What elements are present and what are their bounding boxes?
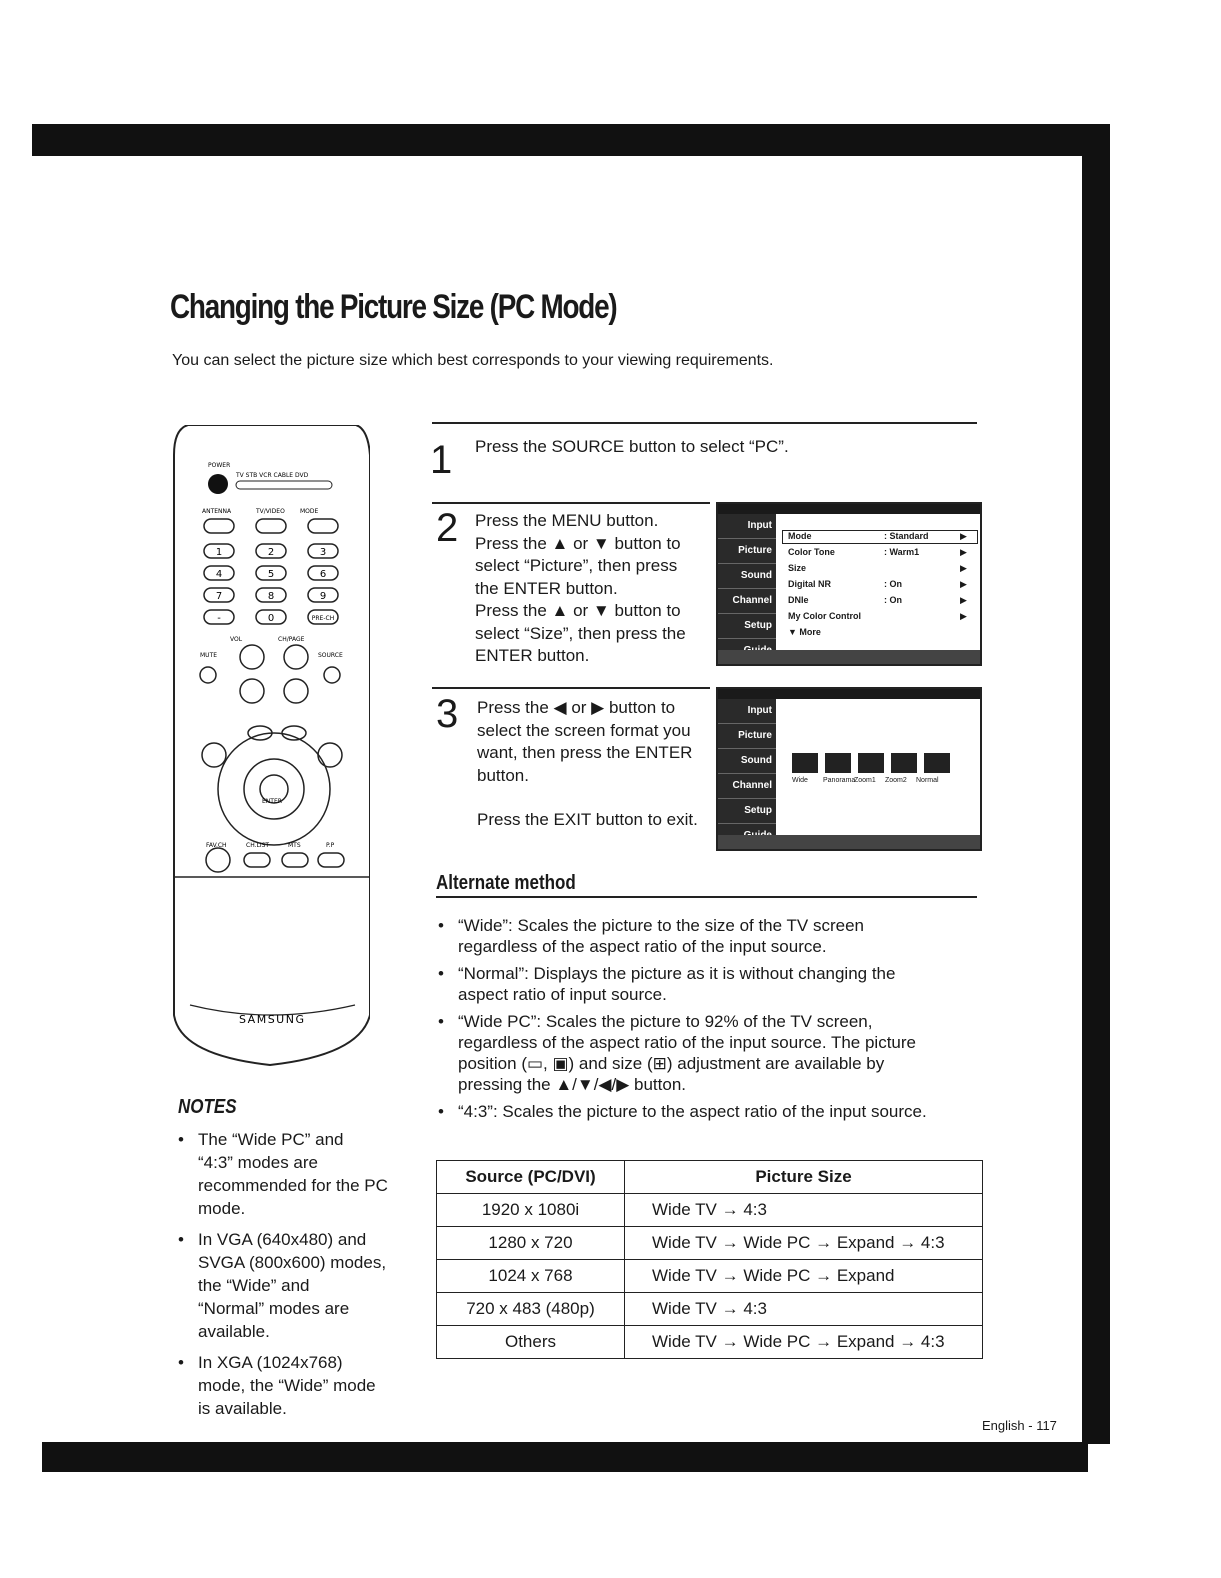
step-number: 3 [436, 692, 459, 736]
keypad-key-label: 9 [319, 591, 327, 602]
osd-row: Digital NR : On ▶ [788, 579, 967, 589]
normal-size-icon [924, 753, 950, 773]
svg-text:SOURCE: SOURCE [318, 652, 343, 659]
list-item: • “4:3”: Scales the picture to the aspect ratio of the input source. [436, 1101, 996, 1122]
svg-text:ENTER: ENTER [262, 798, 282, 805]
svg-text:TV STB VCR CABLE DVD: TV STB VCR CABLE DVD [236, 472, 309, 479]
svg-text:ANTENNA: ANTENNA [202, 508, 232, 515]
step-3-text: Press the ◀ or ▶ button to select the screen format you want, then press the ENTER button. Press the EXIT button to exit. [477, 698, 698, 829]
keypad-key-label: 2 [267, 547, 275, 558]
notes-heading: NOTES [178, 1096, 237, 1118]
list-item: • “Normal”: Displays the picture as it is without changing the aspect ratio of input source. [436, 963, 996, 1005]
list-item: • In VGA (640x480) and SVGA (800x600) modes, the “Wide” and “Normal” modes are available. [176, 1228, 416, 1343]
svg-text:FAV.CH: FAV.CH [206, 842, 227, 849]
step-number: 2 [436, 506, 459, 550]
page-title: Changing the Picture Size (PC Mode) [170, 288, 617, 326]
osd-tab-sound: Sound [718, 564, 776, 589]
svg-text:MUTE: MUTE [200, 652, 218, 659]
table-row: 720 x 483 (480p) Wide TV → 4:3 [437, 1293, 983, 1326]
power-button[interactable] [208, 474, 228, 494]
alternate-method-list [436, 915, 996, 1128]
step-rule [432, 502, 710, 504]
wide-size-icon [792, 753, 818, 773]
keypad-key-label: 8 [267, 591, 275, 602]
osd-tab-setup: Setup [718, 614, 776, 639]
step-1-text: Press the SOURCE button to select “PC”. [475, 437, 789, 456]
svg-text:VOL: VOL [230, 636, 243, 643]
osd-row: Mode : Standard ▶ [788, 531, 967, 541]
osd-tab-channel: Channel [718, 589, 776, 614]
osd-row: Color Tone : Warm1 ▶ [788, 547, 967, 557]
list-item: • “Wide PC”: Scales the picture to 92% of the TV screen, regardless of the aspect ratio of the input source. The picture position (▭, ▣) and size (⊞) adjustment are available by pressing the ▲/▼/◀/▶ button. [436, 1011, 996, 1095]
section-rule [436, 896, 977, 898]
table-row: 1920 x 1080i Wide TV → 4:3 [437, 1194, 983, 1227]
osd-tab-setup: Setup [718, 799, 776, 824]
remote-control-illustration [170, 425, 370, 1075]
list-item: • In XGA (1024x768) mode, the “Wide” mode is available. [176, 1351, 416, 1420]
svg-text:CH.LIST: CH.LIST [246, 842, 270, 849]
osd-row: Size ▶ [788, 563, 967, 573]
svg-text:P.P: P.P [326, 842, 335, 849]
power-label: POWER [208, 462, 231, 469]
page-subtitle: You can select the picture size which best corresponds to your viewing requirements. [172, 352, 774, 369]
keypad-key-label: 4 [215, 569, 223, 580]
zoom2-size-icon [891, 753, 917, 773]
top-border-bar [32, 124, 1110, 156]
list-item: • The “Wide PC” and “4:3” modes are recommended for the PC mode. [176, 1128, 416, 1220]
keypad-key-label: 5 [267, 569, 275, 580]
prech-key-label: PRE-CH [311, 615, 335, 622]
svg-text:MODE: MODE [300, 508, 319, 515]
notes-list [176, 1128, 416, 1428]
osd-tab-input: Input [718, 514, 776, 539]
keypad-key-label: 6 [319, 569, 327, 580]
remote-brand: SAMSUNG [239, 1013, 306, 1026]
table-row: 1280 x 720 Wide TV → Wide PC → Expand → 4:3 [437, 1227, 983, 1260]
keypad-key-label: 1 [215, 547, 223, 558]
osd-tab-picture: Picture [718, 724, 776, 749]
osd-row: My Color Control ▶ [788, 611, 967, 621]
svg-text:TV/VIDEO: TV/VIDEO [256, 508, 285, 515]
osd-tab-input: Input [718, 699, 776, 724]
column-header: Source (PC/DVI) [437, 1161, 625, 1194]
alternate-method-heading: Alternate method [436, 872, 576, 894]
size-option-labels: Wide PanoramaZoom1 Zoom2 Normal [792, 777, 939, 784]
panorama-size-icon [825, 753, 851, 773]
step-rule [432, 422, 977, 424]
keypad-key-label: 0 [267, 613, 275, 624]
right-border-bar [1082, 124, 1110, 1444]
table-header-row [437, 1161, 983, 1194]
osd-tab-picture: Picture [718, 539, 776, 564]
zoom1-size-icon [858, 753, 884, 773]
step-rule [432, 687, 710, 689]
svg-text:CH/PAGE: CH/PAGE [278, 636, 305, 643]
step-2-text: Press the MENU button. Press the ▲ or ▼ button to select “Picture”, then press the ENTER button. Press the ▲ or ▼ button to select “Size”, then press the ENTER button. [475, 511, 686, 665]
size-option-icons [792, 753, 957, 778]
osd-tab-sound: Sound [718, 749, 776, 774]
list-item: • “Wide”: Scales the picture to the size of the TV screen regardless of the aspect ratio of the input source. [436, 915, 996, 957]
osd-row: DNIe : On ▶ [788, 595, 967, 605]
table-row: Others Wide TV → Wide PC → Expand → 4:3 [437, 1326, 983, 1359]
picture-size-table [436, 1160, 983, 1359]
bottom-border-bar [42, 1442, 1088, 1472]
osd-picture-menu [716, 502, 982, 666]
page-number: English - 117 [982, 1418, 1057, 1433]
keypad-key-label: 7 [215, 591, 223, 602]
keypad-key-label: 3 [319, 547, 327, 558]
step-number: 1 [430, 438, 453, 482]
osd-row: ▼ More [788, 627, 821, 637]
osd-tab-channel: Channel [718, 774, 776, 799]
keypad-key-label: - [217, 613, 221, 624]
svg-text:MTS: MTS [288, 842, 301, 849]
column-header: Picture Size [625, 1161, 983, 1194]
osd-size-menu [716, 687, 982, 851]
table-row: 1024 x 768 Wide TV → Wide PC → Expand [437, 1260, 983, 1293]
